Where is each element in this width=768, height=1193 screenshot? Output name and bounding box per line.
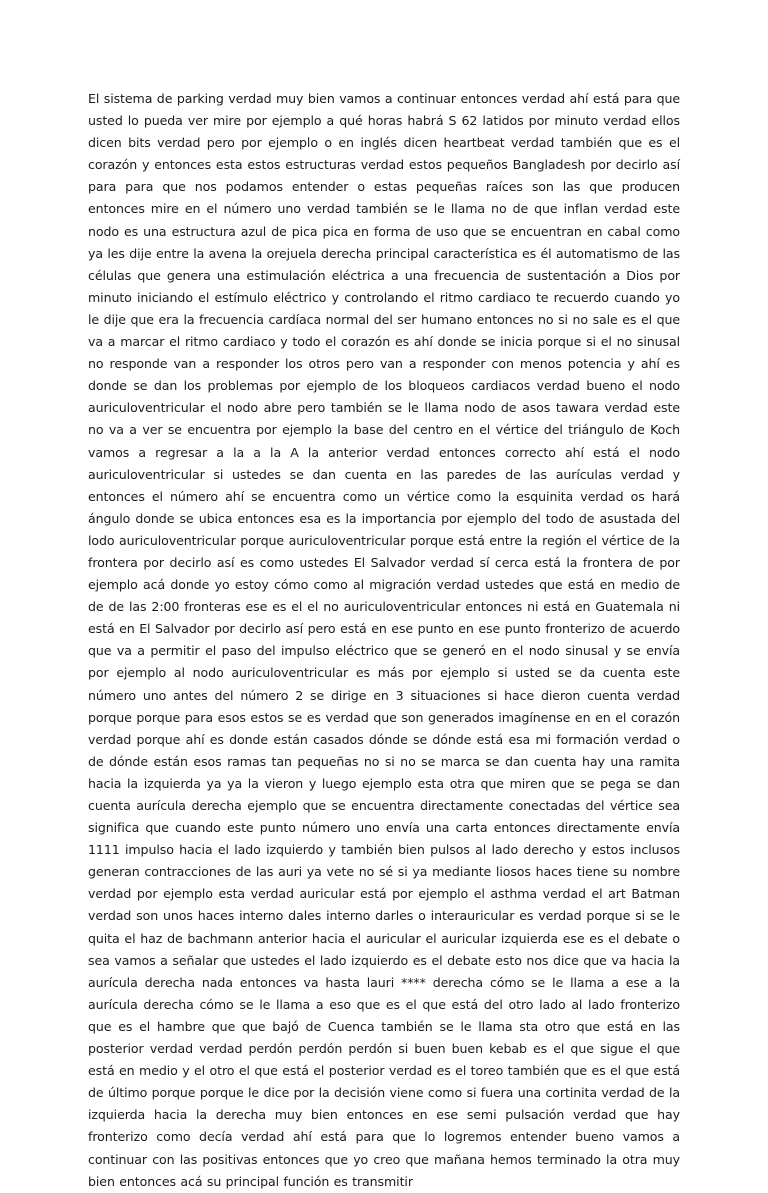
document-body-paragraph: El sistema de parking verdad muy bien vamos a continuar entonces verdad ahí está para que usted lo pueda ver mire por ejemplo a qué horas habrá S 62 latidos por minuto verdad ellos dicen bits verdad pero por ejemplo o en inglés dicen heartbeat verdad también que es el corazón y entonces esta estos estructuras verdad estos pequeños Bangladesh por decirlo así para para que nos podamos entender o estas pequeñas raíces son las que producen entonces mire en el número uno verdad también se le llama no de que inflan verdad este nodo es una estructura azul de pica pica en forma de uso que se encuentran en cabal como ya les dije entre la avena la orejuela derecha principal característica es él automatismo de las células que genera una estimulación eléctrica a una frecuencia de sustentación a Dios por minuto iniciando el estímulo eléctrico y controlando el ritmo cardiaco te recuerdo cuando yo le dije que era la frecuencia cardíaca normal del ser humano entonces no si no sale es el que va a marcar el ritmo cardiaco y todo el corazón es ahí donde se inicia porque si el no sinusal no responde van a responder los otros pero van a responder con menos potencia y ahí es donde se dan los problemas por ejemplo de los bloqueos cardiacos verdad bueno el nodo auriculoventricular el nodo abre pero también se le llama nodo de asos tawara verdad este no va a ver se encuentra por ejemplo la base del centro en el vértice del triángulo de Koch vamos a regresar a la a la A la anterior verdad entonces correcto ahí está el nodo auriculoventricular si ustedes se dan cuenta en las paredes de las aurículas verdad y entonces el número ahí se encuentra como un vértice como la esquinita verdad os hará ángulo donde se ubica entonces esa es la importancia por ejemplo del todo de asustada del lodo auriculoventricular porque auriculoventricular porque está entre la región el vértice de la frontera por decirlo así es como ustedes El Salvador verdad sí cerca está la frontera de por ejemplo acá donde yo estoy cómo como al migración verdad ustedes que está en medio de de de las 2:00 fronteras ese es el el no auriculoventricular entonces ni está en Guatemala ni está en El Salvador por decirlo así pero está en ese punto en ese punto fronterizo de acuerdo que va a permitir el paso del impulso eléctrico que se generó en el nodo sinusal y se envía por ejemplo al nodo auriculoventricular es más por ejemplo si usted se da cuenta este número uno antes del número 2 se dirige en 3 situaciones si hace dieron cuenta verdad porque porque para esos estos se es verdad que son generados imagínense en en el corazón verdad porque ahí es donde están casados dónde se dónde está esa mi formación verdad o de dónde están esos ramas tan pequeñas no si no se marca se dan cuenta hay una ramita hacia la izquierda ya ya la vieron y luego ejemplo esta otra que miren que se pega se dan cuenta aurícula derecha ejemplo que se encuentra directamente conectadas del vértice sea significa que cuando este punto número uno envía una carta entonces directamente envía 1111 impulso hacia el lado izquierdo y también bien pulsos al lado derecho y estos inclusos generan contracciones de las auri ya vete no sé si ya mediante liosos haces tiene su nombre verdad por ejemplo esta verdad auricular está por ejemplo el asthma verdad el art Batman verdad son unos haces interno dales interno darles o interauricular es verdad porque si se le quita el haz de bachmann anterior hacia el auricular el auricular izquierda ese es el debate o sea vamos a señalar que ustedes el lado izquierdo es el debate esto nos dice que va hacia la aurícula derecha nada entonces va hasta lauri **** derecha cómo se le llama a ese a la aurícula derecha cómo se le llama a eso que es el que está del otro lado al lado fronterizo que es el hambre que que bajó de Cuenca también se le llama sta otro que está en las posterior verdad verdad perdón perdón perdón si buen buen kebab es el que sigue el que está en medio y el otro el que está el posterior verdad es el toreo también que es el que está de último porque porque le dice por la decisión viene como si fuera una cortinita verdad de la izquierda hacia la derecha muy bien entonces en ese semi pulsación verdad que hay fronterizo como decía verdad ahí está para que lo logremos entender bueno vamos a continuar con las positivas entonces que yo creo que mañana hemos terminado la otra muy bien entonces acá su principal función es transmitir <box>88 91 680 1189</box>
